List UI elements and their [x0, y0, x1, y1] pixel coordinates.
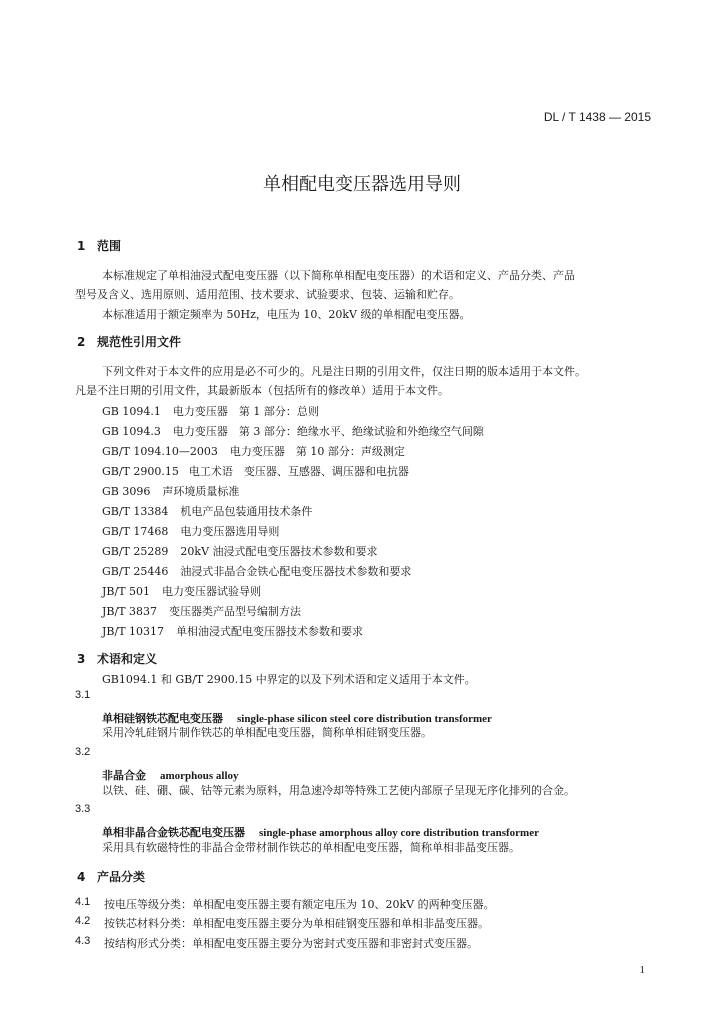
clause-number: 3.1	[75, 689, 91, 701]
reference-item	[102, 423, 484, 439]
reference-code: JB/T 501	[102, 585, 151, 598]
section-title: 范围	[97, 239, 122, 253]
term-chinese: 单相硅钢铁芯配电变压器	[102, 712, 223, 725]
item-text: 按电压等级分类：单相配电变压器主要有额定电压为 10、20kV 的两种变压器。	[104, 898, 495, 911]
reference-title: 电工术语 变压器、互感器、调压器和电抗器	[188, 465, 409, 478]
paragraph-line: 型号及含义、选用原则、适用范围、技术要求、试验要求、包装、运输和贮存。	[75, 288, 460, 301]
reference-code: GB/T 17468	[102, 525, 169, 538]
clause-number: 3.3	[75, 803, 91, 815]
reference-title: 电力变压器 第 10 部分：声级测定	[229, 445, 405, 458]
reference-code: JB/T 10317	[102, 625, 165, 638]
section-1-heading	[77, 237, 121, 254]
reference-item	[102, 463, 409, 479]
section-4-heading	[77, 868, 145, 885]
item-number: 4.1	[75, 896, 91, 908]
reference-item	[102, 583, 261, 599]
paragraph-line: 下列文件对于本文件的应用是必不可少的。凡是注日期的引用文件，仅注日期的版本适用于本文件。	[102, 365, 586, 378]
term-definition: 采用具有软磁特性的非晶合金带材制作铁芯的单相配电变压器，简称单相非晶变压器。	[102, 841, 520, 854]
document-id: DL / T 1438 — 2015	[543, 110, 651, 124]
term-definition: 以铁、硅、硼、碳、钴等元素为原料，用急速冷却等特殊工艺使内部原子呈现无序化排列的合金。	[102, 784, 575, 797]
classification-item	[0, 915, 724, 933]
section-title: 规范性引用文件	[97, 335, 182, 349]
reference-item	[102, 603, 301, 619]
item-number: 4.2	[75, 915, 91, 927]
section-title: 产品分类	[97, 870, 146, 884]
clause-number: 3.2	[75, 746, 91, 758]
reference-item	[102, 503, 312, 519]
section-title: 术语和定义	[97, 652, 158, 666]
classification-item	[0, 896, 724, 914]
term-chinese: 非晶合金	[102, 769, 146, 782]
reference-item	[102, 523, 279, 539]
term-english: single-phase silicon steel core distribution transformer	[237, 713, 492, 725]
reference-code: GB/T 25446	[102, 565, 169, 578]
reference-item	[102, 443, 405, 459]
reference-code: GB 1094.1	[102, 405, 161, 418]
section-number: 1	[77, 239, 86, 253]
reference-title: 变压器类产品型号编制方法	[169, 605, 302, 618]
section-number: 2	[77, 335, 86, 349]
document-title: 单相配电变压器选用导则	[263, 174, 461, 195]
reference-title: 电力变压器选用导则	[180, 525, 280, 538]
reference-item	[102, 623, 363, 639]
reference-title: 电力变压器 第 1 部分：总则	[172, 405, 319, 418]
reference-code: GB/T 25289	[102, 545, 169, 558]
page-number: 1	[639, 964, 645, 976]
item-text: 按结构形式分类：单相配电变压器主要分为密封式变压器和非密封式变压器。	[104, 937, 478, 950]
reference-code: GB 3096	[102, 485, 151, 498]
section-3-heading	[77, 650, 157, 667]
reference-code: GB 1094.3	[102, 425, 161, 438]
section-number: 4	[77, 870, 86, 884]
term-definition: 采用冷轧硅钢片制作铁芯的单相配电变压器，简称单相硅钢变压器。	[102, 726, 432, 739]
reference-item	[102, 483, 239, 499]
reference-code: JB/T 3837	[102, 605, 158, 618]
section-2-heading	[77, 333, 181, 350]
paragraph-line: 本标准适用于额定频率为 50Hz，电压为 10、20kV 级的单相配电变压器。	[102, 308, 471, 321]
section-number: 3	[77, 652, 86, 666]
reference-title: 机电产品包装通用技术条件	[180, 505, 313, 518]
reference-title: 单相油浸式配电变压器技术参数和要求	[176, 625, 364, 638]
classification-item	[0, 935, 724, 953]
item-text: 按铁芯材料分类：单相配电变压器主要分为单相硅钢变压器和单相非晶变压器。	[104, 917, 489, 930]
paragraph-line: 本标准规定了单相油浸式配电变压器（以下简称单相配电变压器）的术语和定义、产品分类、产品	[102, 269, 575, 282]
term-english: single-phase amorphous alloy core distribution transformer	[259, 827, 539, 839]
reference-item	[102, 563, 411, 579]
reference-code: GB/T 13384	[102, 505, 169, 518]
paragraph-line: GB1094.1 和 GB/T 2900.15 中界定的以及下列术语和定义适用于本文件。	[102, 673, 476, 686]
term-chinese: 单相非晶合金铁芯配电变压器	[102, 826, 245, 839]
reference-item	[102, 403, 319, 419]
term-english: amorphous alloy	[160, 770, 239, 782]
reference-item	[102, 543, 378, 559]
reference-title: 20kV 油浸式配电变压器技术参数和要求	[180, 545, 378, 558]
reference-title: 电力变压器试验导则	[162, 585, 262, 598]
reference-title: 电力变压器 第 3 部分：绝缘水平、绝缘试验和外绝缘空气间隙	[172, 425, 484, 438]
reference-code: GB/T 2900.15	[102, 465, 179, 478]
reference-title: 油浸式非晶合金铁心配电变压器技术参数和要求	[180, 565, 412, 578]
paragraph-line: 凡是不注日期的引用文件，其最新版本（包括所有的修改单）适用于本文件。	[75, 384, 449, 397]
reference-code: GB/T 1094.10—2003	[102, 445, 218, 458]
item-number: 4.3	[75, 935, 91, 947]
reference-title: 声环境质量标准	[162, 485, 240, 498]
